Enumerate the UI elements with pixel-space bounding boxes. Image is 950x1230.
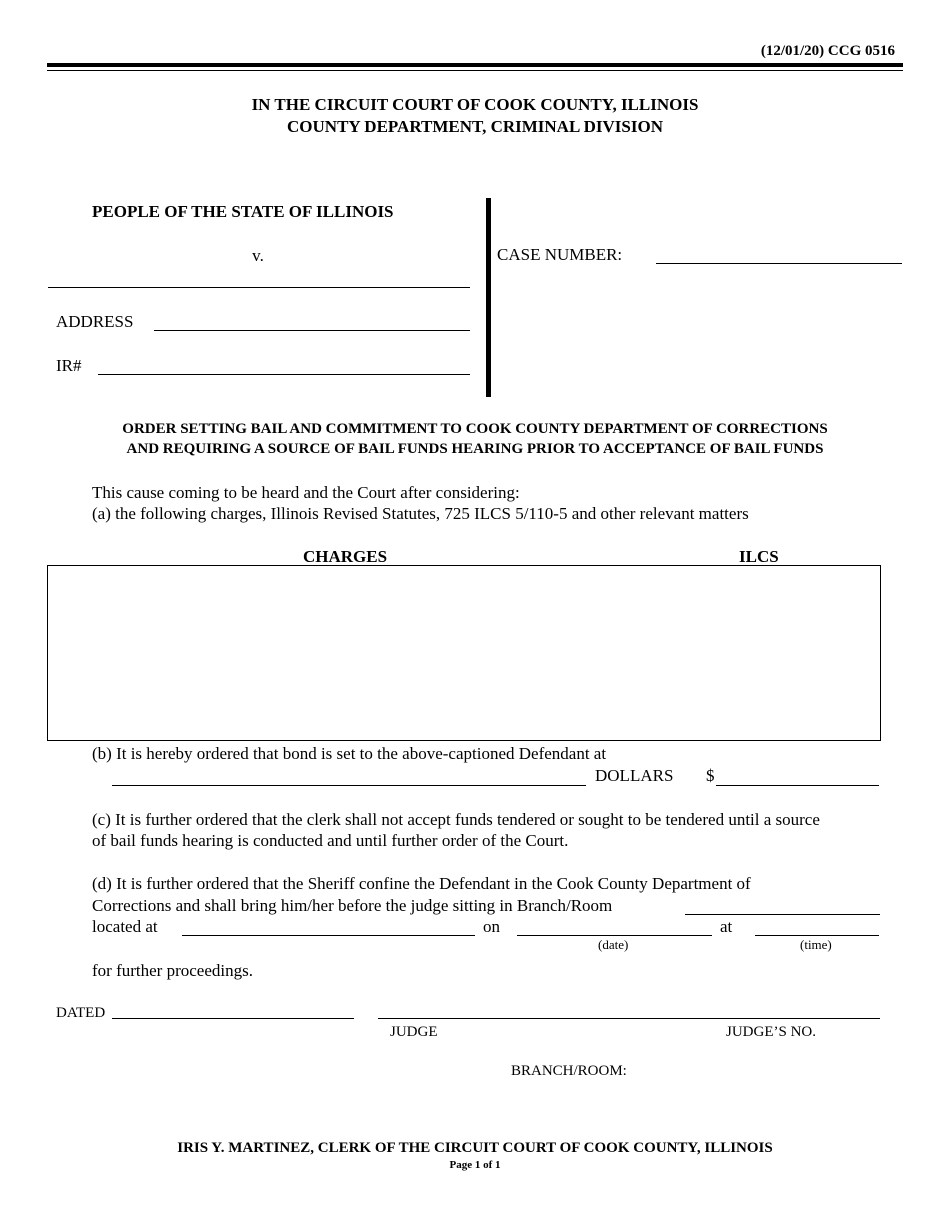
clause-d-line2: Corrections and shall bring him/her before the judge sitting in Branch/Room [92, 896, 613, 915]
caption-divider [486, 198, 491, 397]
ir-number-field[interactable] [98, 374, 470, 375]
dated-label: DATED [56, 1005, 106, 1021]
dated-field[interactable] [112, 1018, 354, 1019]
people-label: PEOPLE OF THE STATE OF ILLINOIS [92, 202, 394, 221]
ilcs-header: ILCS [739, 547, 779, 566]
clause-c-line2: of bail funds hearing is conducted and until further order of the Court. [92, 831, 569, 850]
case-number-field[interactable] [656, 263, 902, 264]
order-title-line2: AND REQUIRING A SOURCE OF BAIL FUNDS HEARING PRIOR TO ACCEPTANCE OF BAIL FUNDS [126, 441, 824, 457]
judge-label: JUDGE [390, 1024, 438, 1040]
time-caption: (time) [800, 937, 832, 952]
branch-room-label: BRANCH/ROOM: [511, 1063, 627, 1079]
on-label: on [483, 917, 500, 936]
judge-number-label: JUDGE’S NO. [726, 1024, 816, 1040]
at-label: at [720, 917, 733, 936]
judge-signature-field[interactable] [378, 1018, 880, 1019]
court-title-line1: IN THE CIRCUIT COURT OF COOK COUNTY, ILLINOIS [251, 95, 699, 114]
charges-header: CHARGES [303, 547, 388, 566]
dollar-sign: $ [706, 766, 715, 785]
date-field[interactable] [517, 935, 712, 936]
clause-d-line1: (d) It is further ordered that the Sheriff confine the Defendant in the Cook County Department of [92, 874, 751, 893]
order-title-line1: ORDER SETTING BAIL AND COMMITMENT TO COOK COUNTY DEPARTMENT OF CORRECTIONS [122, 421, 828, 437]
intro-line1: This cause coming to be heard and the Court after considering: [92, 483, 520, 502]
form-id: (12/01/20) CCG 0516 [760, 43, 895, 59]
case-number-label: CASE NUMBER: [497, 245, 623, 264]
location-field[interactable] [182, 935, 475, 936]
bond-text: (b) It is hereby ordered that bond is set to the above-captioned Defendant at [92, 744, 607, 763]
court-title-line2: COUNTY DEPARTMENT, CRIMINAL DIVISION [287, 117, 663, 136]
charges-box[interactable] [47, 565, 881, 741]
bond-amount-words-field[interactable] [112, 785, 586, 786]
header-rule-thin [47, 70, 903, 71]
address-field[interactable] [154, 330, 470, 331]
clerk-footer: IRIS Y. MARTINEZ, CLERK OF THE CIRCUIT COURT OF COOK COUNTY, ILLINOIS [177, 1140, 773, 1156]
bond-amount-field[interactable] [716, 785, 879, 786]
branch-room-field[interactable] [685, 914, 880, 915]
address-label: ADDRESS [56, 312, 134, 331]
located-at-label: located at [92, 917, 158, 936]
further-proceedings: for further proceedings. [92, 961, 253, 980]
intro-line2: (a) the following charges, Illinois Revised Statutes, 725 ILCS 5/110-5 and other relevant matters [92, 504, 749, 523]
time-field[interactable] [755, 935, 879, 936]
defendant-name-field[interactable] [48, 287, 470, 288]
header-rule-thick [47, 63, 903, 67]
date-caption: (date) [598, 937, 629, 952]
dollars-label: DOLLARS [595, 766, 674, 785]
versus-label: v. [252, 246, 264, 265]
page-number: Page 1 of 1 [449, 1159, 501, 1171]
clause-c-line1: (c) It is further ordered that the clerk shall not accept funds tendered or sought to be tendered until a source [92, 810, 820, 829]
ir-label: IR# [56, 356, 82, 375]
